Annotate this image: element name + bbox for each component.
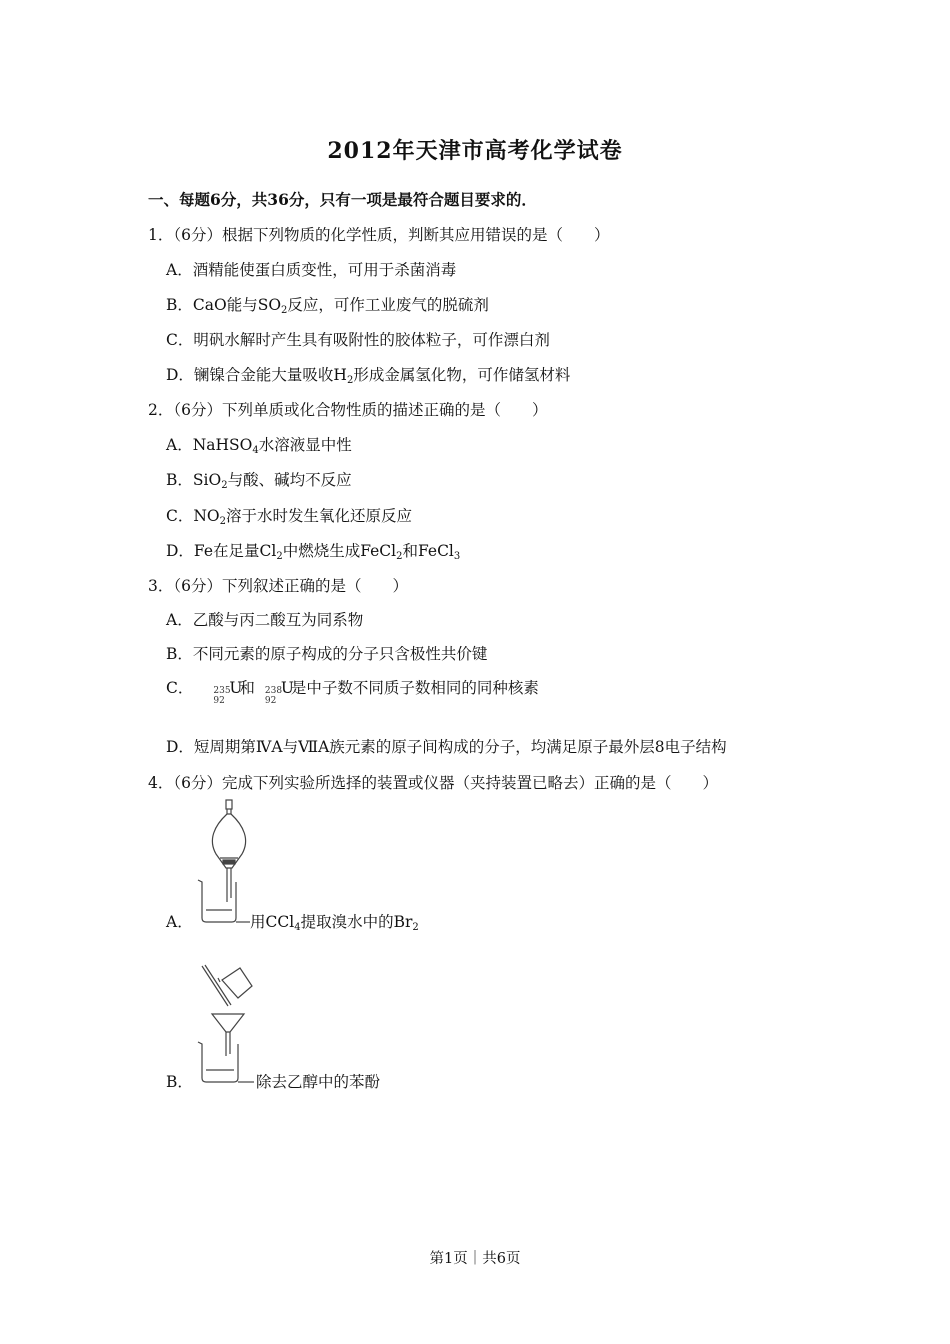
q2-stem: 2．（6分）下列单质或化合物性质的描述正确的是（ ） [148, 401, 548, 419]
q4-option-b-text: 除去乙醇中的苯酚 [256, 1073, 381, 1091]
q4-stem: 4．（6分）完成下列实验所选择的装置或仪器（夹持装置已略去）正确的是（ ） [148, 774, 718, 792]
q4-option-a-label: A． [166, 913, 193, 931]
q3-option-b: B．不同元素的原子构成的分子只含极性共价键 [166, 645, 488, 663]
q2-option-b: B．SiO$_2$与酸、碱均不反应 [166, 471, 352, 491]
q1-option-b: B．CaO能与$SO_2$反应，可作工业废气的脱硫剂 [166, 296, 489, 316]
q3-option-c: C． 235 92 U 和 238 92 U 是中子数不同质子数相同的同种核素 [166, 676, 539, 709]
q3-option-a: A．乙酸与丙二酸互为同系物 [166, 611, 364, 629]
q1-option-a: A．酒精能使蛋白质变性，可用于杀菌消毒 [166, 261, 457, 279]
uranium-235-isotope: 235 92 U [213, 679, 243, 706]
section-heading: 一、每题6分，共36分，只有一项是最符合题目要求的． [148, 190, 537, 209]
q2-option-c: C．$NO_2$溶于水时发生氧化还原反应 [166, 507, 413, 527]
q1-option-d: D．镧镍合金能大量吸收$H_2$形成金属氢化物，可作储氢材料 [166, 366, 571, 386]
filtration-funnel-image [190, 962, 256, 1088]
q4-option-a-text: 用CCl$_4$提取溴水中的$Br_2$ [250, 913, 419, 933]
q1-option-c: C．明矾水解时产生具有吸附性的胶体粒子，可作漂白剂 [166, 331, 550, 349]
page-title: 2012年天津市高考化学试卷 [327, 138, 623, 164]
q3-option-d: D．短周期第ⅣA与ⅦA族元素的原子间构成的分子，均满足原子最外层8电子结构 [166, 738, 727, 756]
q2-option-d: D．Fe在足量$Cl_2$中燃烧生成FeCl$_2$和FeCl$_3$ [166, 542, 461, 562]
uranium-238-isotope: 238 92 U [264, 679, 294, 706]
page-footer: 第1页｜共6页 [429, 1251, 521, 1267]
q1-stem: 1．（6分）根据下列物质的化学性质，判断其应用错误的是（ ） [148, 226, 610, 244]
q2-option-a: A．NaHSO$_4$水溶液显中性 [166, 436, 352, 456]
q4-option-b-label: B． [166, 1073, 193, 1091]
separatory-funnel-image [190, 798, 252, 926]
q3-stem: 3．（6分）下列叙述正确的是（ ） [148, 577, 408, 595]
